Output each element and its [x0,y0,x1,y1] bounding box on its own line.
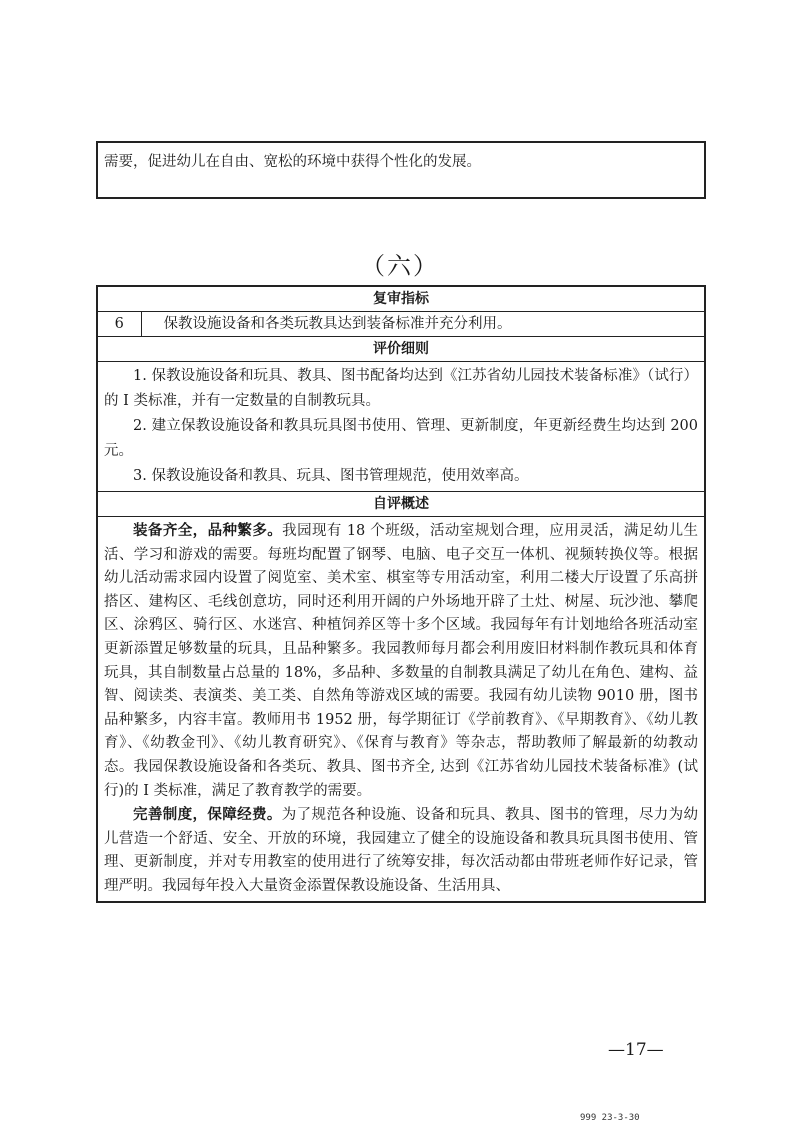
indicator-row [97,312,705,337]
paragraph-lead: 装备齐全，品种繁多。 [133,522,283,539]
paragraph-body: 为了规范各种设施、设备和玩具、教具、图书的管理，尽力为幼儿营造一个舒适、安全、开放的环境，我园建立了健全的设施设备和教具玩具图书使用、管理、更新制度，并对专用教室的使用进行了统筹安排，每次活动都由带班老师作好记录，管理严明。我园每年投入大量资金添置保教设施设备、生活用具、 [104,807,699,894]
criterion-item: 1. 保教设施设备和玩具、教具、图书配备均达到《江苏省幼儿园技术装备标准》（试行）的 I 类标准，并有一定数量的自制教玩具。 [104,368,698,409]
paragraph-body: 我园现有 18 个班级，活动室规划合理，应用灵活，满足幼儿生活、学习和游戏的需要。每班均配置了钢琴、电脑、电子交互一体机、视频转换仪等。根据幼儿活动需求园内设置了阅览室、美术室、棋室等专用活动室，利用二楼大厅设置了乐高拼搭区、建构区、毛线创意坊，同时还利用开阔的户外场地开辟了土灶、树屋、玩沙池、攀爬区、涂鸦区、骑行区、水迷宫、种植饲养区等十多个区域。我园每年有计划地给各班活动室更新添置足够数量的玩具，且品种繁多。我园教师每月都会利用废旧材料制作教玩具和体育玩具，其自制数量占总量的 18%，多品种、多数量的自制教具满足了幼儿在角色、建构、益智、阅读类、表演类、美工类、自然角等游戏区域的需要。我园有幼儿读物 9010 册，图书品种繁多，内容丰富。教师用书 1952 册，每学期征订《学前教育》、《早期教育》、《幼儿教育》、《幼教金刊》、《幼儿教育研究》、《保育与教育》等杂志，帮助教师了解最新的幼教动态。我园保教设施设备和各类玩、教具、图书齐全, 达到《江苏省幼儿园技术装备标准》(试行)的 I 类标准，满足了教育教学的需要。 [104,523,699,799]
continuation-box [96,141,706,199]
review-header-row [97,286,705,312]
criterion-item: 3. 保教设施设备和教具、玩具、图书管理规范，使用效率高。 [133,468,529,484]
criteria-header-row [97,337,705,362]
indicator-number: 6 [97,312,141,337]
paragraph-lead: 完善制度，保障经费。 [133,806,282,824]
self-eval-paragraph [104,803,698,898]
criteria-row [97,362,705,492]
page-number: —17— [608,1040,664,1060]
self-eval-header-row [97,492,705,517]
self-eval-row [97,517,705,902]
print-stamp: 999 23-3-30 [580,1113,640,1123]
self-eval-cell [97,517,705,902]
review-header: 复审指标 [97,286,705,312]
criteria-cell [97,362,705,492]
indicator-text: 保教设施设备和各类玩教具达到装备标准并充分利用。 [141,312,705,337]
self-eval-paragraph [104,519,698,803]
criteria-header: 评价细则 [97,337,705,362]
section-title: （六） [361,252,439,280]
continuation-text: 需要，促进幼儿在自由、宽松的环境中获得个性化的发展。 [104,154,481,170]
self-eval-header: 自评概述 [97,492,705,517]
evaluation-table [96,285,706,903]
criterion-item: 2. 建立保教设施设备和教具玩具图书使用、管理、更新制度，年更新经费生均达到 200 元。 [104,418,698,459]
